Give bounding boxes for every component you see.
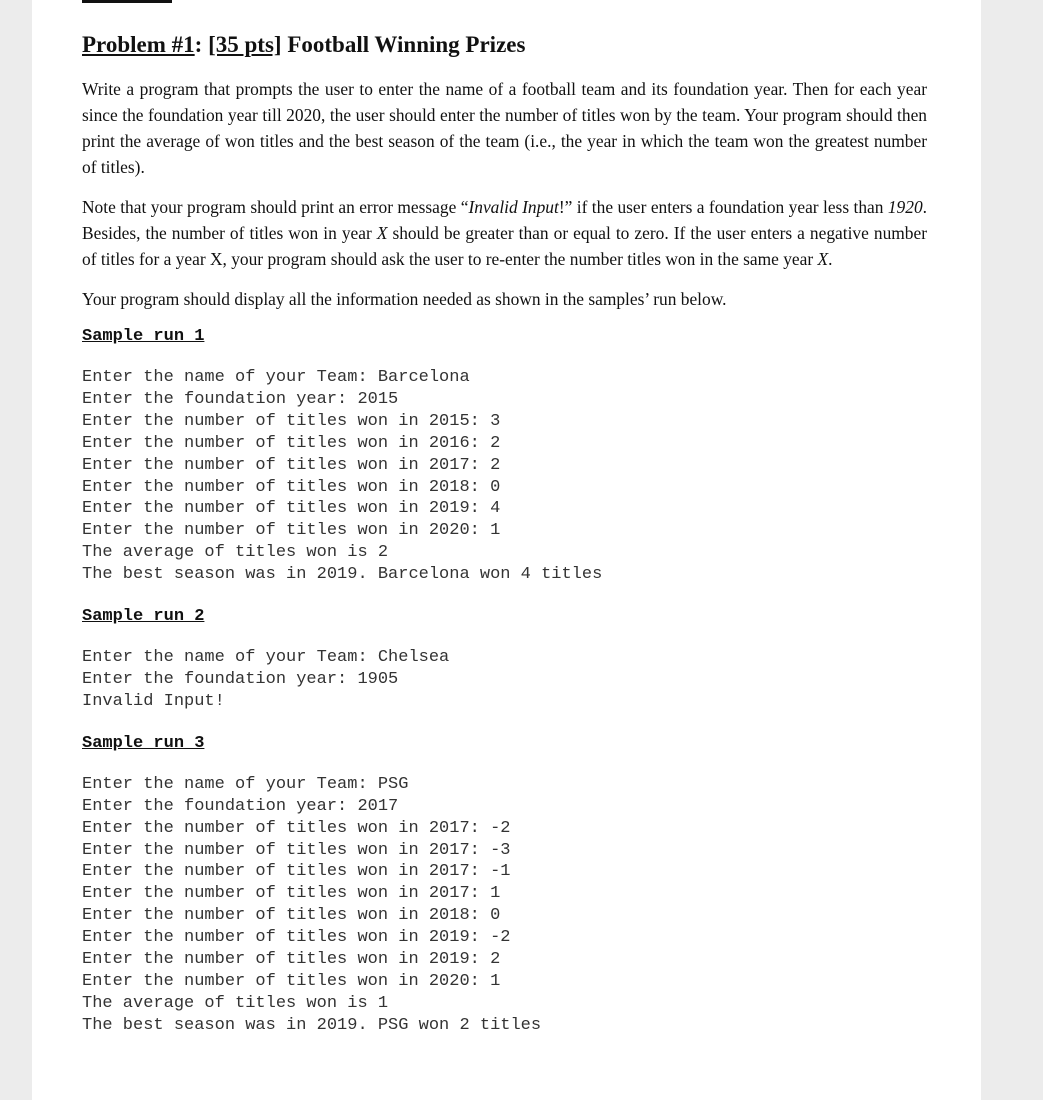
problem-number: Problem #1 <box>82 32 195 57</box>
sample-run-2-label: Sample run 2 <box>82 607 205 627</box>
problem-name: Football Winning Prizes <box>281 32 526 57</box>
sample-run-2-output: Enter the name of your Team: Chelsea Enter the foundation year: 1905 Invalid Input! <box>82 648 450 711</box>
error-note-paragraph <box>82 194 927 272</box>
sample-run-3-label: Sample run 3 <box>82 733 205 753</box>
note-year: 1920 <box>887 197 923 217</box>
sample-run-1-label: Sample run 1 <box>82 327 205 346</box>
sample-run-1-output: Enter the name of your Team: Barcelona Enter the foundation year: 2015 Enter the number of titles won in 2015: 3 Enter the number of titles won in 2016: 2 Enter the number of titles won in 2017: 2 Enter the number of titles won in 2018: 0 Enter the number of titles won in 2019: 4 Enter the number of titles won in 2020: 1 The average of titles won is 2 The best season was in 2019. Barcelona won 4 titles <box>82 368 603 585</box>
top-rule <box>82 0 172 3</box>
note-variable-x: X <box>817 249 829 269</box>
problem-title <box>82 30 927 60</box>
note-text: should be greater than or equal to zero. If the user enters a negative number of titles for a year X, your program should ask the user to re-enter the number titles won in the same year <box>82 223 927 269</box>
description-paragraph: Write a program that prompts the user to enter the name of a football team and its foundation year. Then for each year since the foundation year till 2020, the user should enter the number of titles won by the team. Your program should then print the average of won titles and the best season of the team (i.e., the year in which the team won the greatest number of titles). <box>82 79 927 177</box>
note-invalid-input: Invalid Input <box>468 197 559 217</box>
note-variable-x: X <box>376 223 388 243</box>
title-colon: : <box>194 32 209 57</box>
problem-points: [35 pts] <box>208 32 282 57</box>
document-page <box>32 0 981 1100</box>
problem-content <box>82 30 927 1037</box>
note-text: !” if the user enters a foundation year less than <box>558 197 888 217</box>
sample-run-3-output: Enter the name of your Team: PSG Enter the foundation year: 2017 Enter the number of titles won in 2017: -2 Enter the number of titles won in 2017: -3 Enter the number of titles won in 2017: -1 Enter the number of titles won in 2017: 1 Enter the number of titles won in 2018: 0 Enter the number of titles won in 2019: -2 Enter the number of titles won in 2019: 2 Enter the number of titles won in 2020: 1 The average of titles won is 1 The best season was in 2019. PSG won 2 titles <box>82 774 542 1035</box>
note-text: . <box>828 249 833 269</box>
display-instruction: Your program should display all the information needed as shown in the samples’ run below. <box>82 289 727 309</box>
note-text: . Besides, the number of titles won in year <box>82 197 927 243</box>
note-text: Note that your program should print an error message “ <box>82 197 469 217</box>
